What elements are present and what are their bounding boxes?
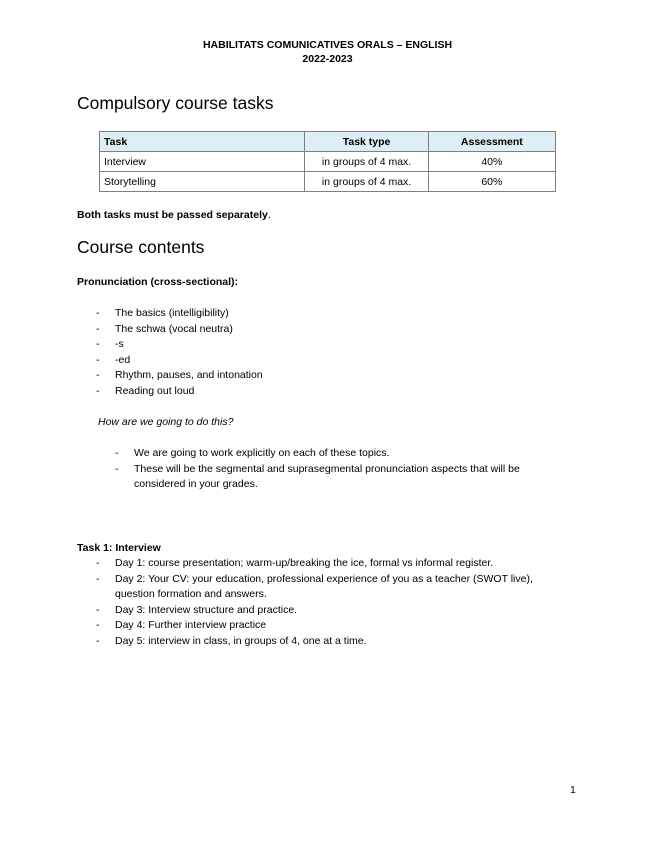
dash-bullet: - [96, 369, 100, 382]
list-item-text: Day 3: Interview structure and practice. [115, 603, 298, 616]
list-item [96, 322, 263, 338]
dash-bullet: - [96, 322, 100, 335]
dash-bullet: - [115, 462, 119, 475]
column-header-assessment: Assessment [428, 132, 555, 152]
list-item-text: These will be the segmental and suprasegmental pronunciation aspects that will be considered in your grades. [134, 462, 520, 491]
heading-compulsory-tasks: Compulsory course tasks [77, 93, 274, 113]
dash-bullet: - [96, 338, 100, 351]
tasks-note [77, 209, 271, 221]
document-year: 2022-2023 [302, 53, 353, 65]
list-item-text: The basics (intelligibility) [115, 307, 229, 319]
list-item [96, 618, 575, 634]
list-item [96, 306, 263, 322]
list-item-text: Day 4: Further interview practice [115, 619, 267, 632]
list-item [96, 634, 575, 650]
dash-bullet: - [96, 619, 100, 632]
table-row [100, 172, 556, 192]
how-question: How are we going to do this? [98, 416, 234, 428]
dash-bullet: - [96, 353, 100, 366]
tasks-note-end: . [267, 209, 271, 221]
list-item-text: Day 5: interview in class, in groups of 4, one at a time. [115, 634, 367, 647]
document-header [0, 38, 655, 66]
dash-bullet: - [96, 572, 100, 585]
dash-bullet: - [96, 557, 100, 569]
list-item-text: Day 1: course presentation; warm-up/breaking the ice, formal vs informal register. [115, 557, 494, 569]
list-item-text: Reading out loud [115, 384, 195, 397]
list-item [115, 446, 574, 462]
cell-task-type: in groups of 4 max. [305, 172, 428, 192]
dash-bullet: - [115, 447, 119, 459]
list-item-text: -ed [115, 353, 131, 366]
cell-assessment: 40% [428, 152, 555, 172]
column-header-task: Task [100, 132, 305, 152]
list-item-text: The schwa (vocal neutra) [115, 322, 233, 335]
list-item-text: Day 2: Your CV: your education, professional experience of you as a teacher (SWOT live), question formation and answers. [115, 572, 533, 601]
dash-bullet: - [96, 603, 100, 616]
cell-assessment: 60% [428, 172, 555, 192]
pronunciation-heading: Pronunciation (cross-sectional): [77, 276, 239, 288]
list-item [96, 572, 575, 603]
list-item [96, 337, 263, 353]
cell-task-type: in groups of 4 max. [305, 152, 428, 172]
column-header-task-type: Task type [305, 132, 428, 152]
table-row [100, 152, 556, 172]
list-item [96, 556, 575, 572]
page-number: 1 [570, 784, 576, 796]
task1-list [96, 556, 575, 650]
tasks-table [99, 131, 556, 192]
dash-bullet: - [96, 634, 100, 647]
table-header-row [100, 132, 556, 152]
heading-course-contents: Course contents [77, 237, 205, 257]
list-item [96, 368, 263, 384]
list-item [115, 462, 574, 493]
list-item-text: -s [115, 338, 124, 351]
list-item [96, 603, 575, 619]
dash-bullet: - [96, 307, 100, 319]
cell-task: Interview [100, 152, 305, 172]
task1-heading: Task 1: Interview [77, 542, 161, 554]
dash-bullet: - [96, 384, 100, 397]
tasks-note-bold: Both tasks must be passed separately [77, 209, 268, 221]
pronunciation-list [96, 306, 263, 400]
list-item [96, 353, 263, 369]
how-answers-list [115, 446, 574, 493]
document-title: HABILITATS COMUNICATIVES ORALS – ENGLISH [202, 39, 453, 51]
list-item-text: We are going to work explicitly on each of these topics. [134, 447, 390, 459]
list-item [96, 384, 263, 400]
cell-task: Storytelling [100, 172, 305, 192]
list-item-text: Rhythm, pauses, and intonation [115, 369, 263, 382]
